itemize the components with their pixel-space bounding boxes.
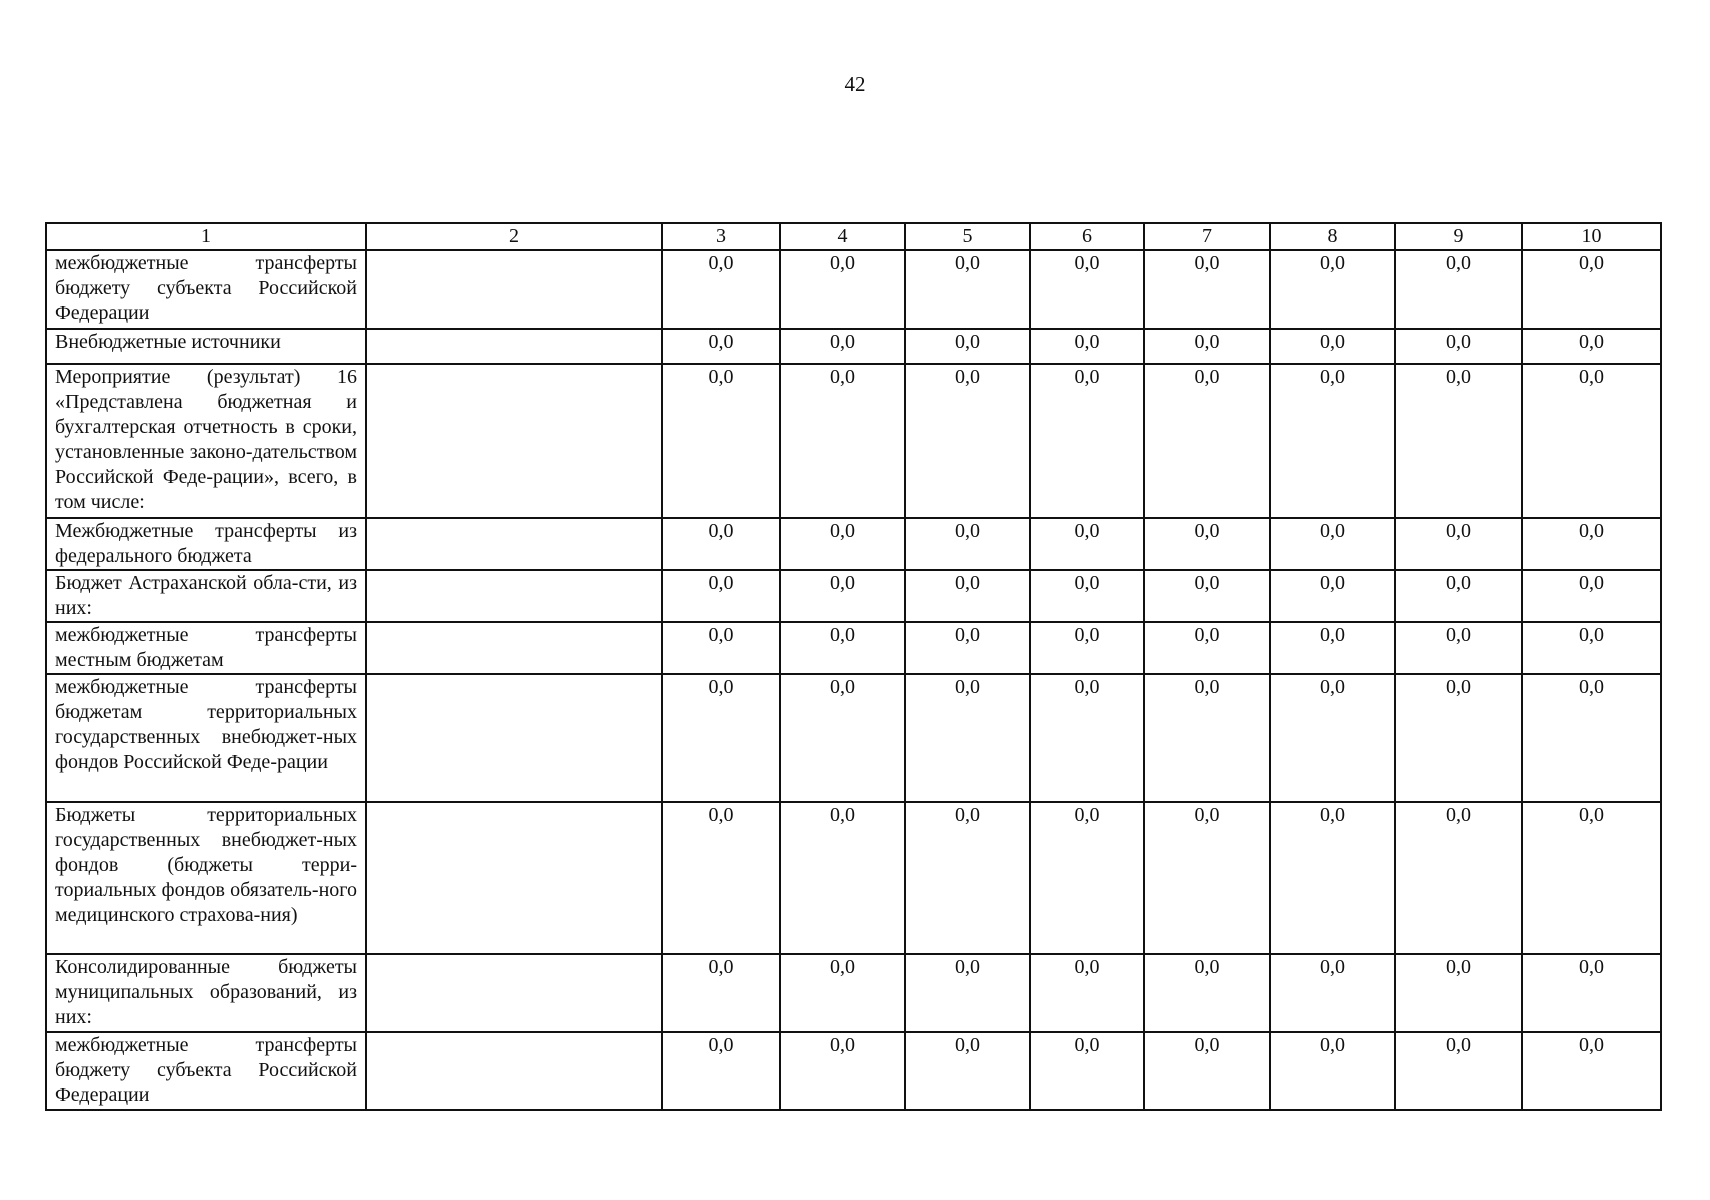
value-cell: 0,0 [662,622,780,674]
table-row [46,570,1661,622]
value-cell: 0,0 [1270,329,1395,364]
value-cell: 0,0 [1030,570,1144,622]
value-cell: 0,0 [1270,622,1395,674]
value-cell: 0,0 [1522,364,1661,518]
value-cell: 0,0 [780,674,905,802]
column-header: 10 [1522,223,1661,250]
value-cell: 0,0 [1395,329,1522,364]
value-cell: 0,0 [1270,954,1395,1032]
row-label: Внебюджетные источники [46,329,366,364]
value-cell: 0,0 [1522,954,1661,1032]
value-cell: 0,0 [905,674,1030,802]
value-cell: 0,0 [780,954,905,1032]
value-cell: 0,0 [662,1032,780,1110]
row-label: межбюджетные трансферты бюджету субъекта Российской Федерации [46,1032,366,1110]
value-cell: 0,0 [1270,1032,1395,1110]
value-cell: 0,0 [1395,1032,1522,1110]
empty-cell [366,518,662,570]
value-cell: 0,0 [1395,518,1522,570]
value-cell: 0,0 [1522,1032,1661,1110]
empty-cell [366,570,662,622]
value-cell: 0,0 [662,329,780,364]
value-cell: 0,0 [662,954,780,1032]
column-header: 8 [1270,223,1395,250]
value-cell: 0,0 [1030,954,1144,1032]
table-row [46,622,1661,674]
table-row [46,250,1661,329]
row-label: Бюджеты территориальных государственных внебюджет-ных фондов (бюджеты терри-ториальных фондов обязатель-ного медицинского страхова-ния) [46,802,366,954]
value-cell: 0,0 [1522,329,1661,364]
value-cell: 0,0 [1030,518,1144,570]
column-header: 3 [662,223,780,250]
value-cell: 0,0 [1030,329,1144,364]
value-cell: 0,0 [662,570,780,622]
value-cell: 0,0 [1144,570,1270,622]
value-cell: 0,0 [780,570,905,622]
value-cell: 0,0 [1270,802,1395,954]
value-cell: 0,0 [1270,518,1395,570]
column-header: 6 [1030,223,1144,250]
value-cell: 0,0 [1144,518,1270,570]
value-cell: 0,0 [662,250,780,329]
row-label: межбюджетные трансферты бюджетам территориальных государственных внебюджет-ных фондов Российской Феде-рации [46,674,366,802]
value-cell: 0,0 [1144,954,1270,1032]
empty-cell [366,954,662,1032]
row-label: Бюджет Астраханской обла-сти, из них: [46,570,366,622]
value-cell: 0,0 [1030,622,1144,674]
row-label: Межбюджетные трансферты из федерального бюджета [46,518,366,570]
value-cell: 0,0 [905,570,1030,622]
value-cell: 0,0 [1395,570,1522,622]
column-header: 2 [366,223,662,250]
table-row [46,364,1661,518]
value-cell: 0,0 [1522,250,1661,329]
value-cell: 0,0 [1144,364,1270,518]
value-cell: 0,0 [780,518,905,570]
value-cell: 0,0 [905,250,1030,329]
value-cell: 0,0 [905,622,1030,674]
value-cell: 0,0 [1522,622,1661,674]
value-cell: 0,0 [1395,674,1522,802]
value-cell: 0,0 [1395,364,1522,518]
value-cell: 0,0 [1395,954,1522,1032]
value-cell: 0,0 [1030,802,1144,954]
value-cell: 0,0 [905,954,1030,1032]
column-header: 4 [780,223,905,250]
table-row [46,954,1661,1032]
empty-cell [366,802,662,954]
value-cell: 0,0 [905,329,1030,364]
column-header: 7 [1144,223,1270,250]
value-cell: 0,0 [1270,250,1395,329]
value-cell: 0,0 [905,518,1030,570]
table-row [46,674,1661,802]
value-cell: 0,0 [905,364,1030,518]
empty-cell [366,250,662,329]
table-row [46,802,1661,954]
value-cell: 0,0 [1270,570,1395,622]
value-cell: 0,0 [1030,674,1144,802]
value-cell: 0,0 [1395,622,1522,674]
value-cell: 0,0 [1270,364,1395,518]
column-header: 1 [46,223,366,250]
value-cell: 0,0 [780,1032,905,1110]
value-cell: 0,0 [662,802,780,954]
empty-cell [366,622,662,674]
value-cell: 0,0 [780,329,905,364]
value-cell: 0,0 [780,622,905,674]
value-cell: 0,0 [1144,329,1270,364]
value-cell: 0,0 [1522,570,1661,622]
page-number: 42 [844,72,866,96]
value-cell: 0,0 [1030,250,1144,329]
value-cell: 0,0 [780,250,905,329]
table-row [46,518,1661,570]
value-cell: 0,0 [662,364,780,518]
value-cell: 0,0 [1144,802,1270,954]
value-cell: 0,0 [1144,622,1270,674]
value-cell: 0,0 [1144,1032,1270,1110]
row-label: Консолидированные бюджеты муниципальных образований, из них: [46,954,366,1032]
budget-table [45,222,1662,1111]
value-cell: 0,0 [905,802,1030,954]
value-cell: 0,0 [1395,802,1522,954]
value-cell: 0,0 [662,518,780,570]
column-header: 9 [1395,223,1522,250]
value-cell: 0,0 [1270,674,1395,802]
empty-cell [366,674,662,802]
row-label: межбюджетные трансферты бюджету субъекта Российской Федерации [46,250,366,329]
value-cell: 0,0 [1395,250,1522,329]
empty-cell [366,364,662,518]
row-label: межбюджетные трансферты местным бюджетам [46,622,366,674]
value-cell: 0,0 [1030,1032,1144,1110]
value-cell: 0,0 [662,674,780,802]
value-cell: 0,0 [1030,364,1144,518]
value-cell: 0,0 [1522,802,1661,954]
value-cell: 0,0 [905,1032,1030,1110]
row-label: Мероприятие (результат) 16 «Представлена бюджетная и бухгалтерская отчетность в сроки, установленные законо-дательством Российской Феде-рации», всего, в том числе: [46,364,366,518]
header-row [46,223,1661,250]
table-row [46,1032,1661,1110]
value-cell: 0,0 [1522,518,1661,570]
table-row [46,329,1661,364]
value-cell: 0,0 [1522,674,1661,802]
value-cell: 0,0 [1144,250,1270,329]
value-cell: 0,0 [780,364,905,518]
empty-cell [366,1032,662,1110]
column-header: 5 [905,223,1030,250]
value-cell: 0,0 [780,802,905,954]
empty-cell [366,329,662,364]
value-cell: 0,0 [1144,674,1270,802]
